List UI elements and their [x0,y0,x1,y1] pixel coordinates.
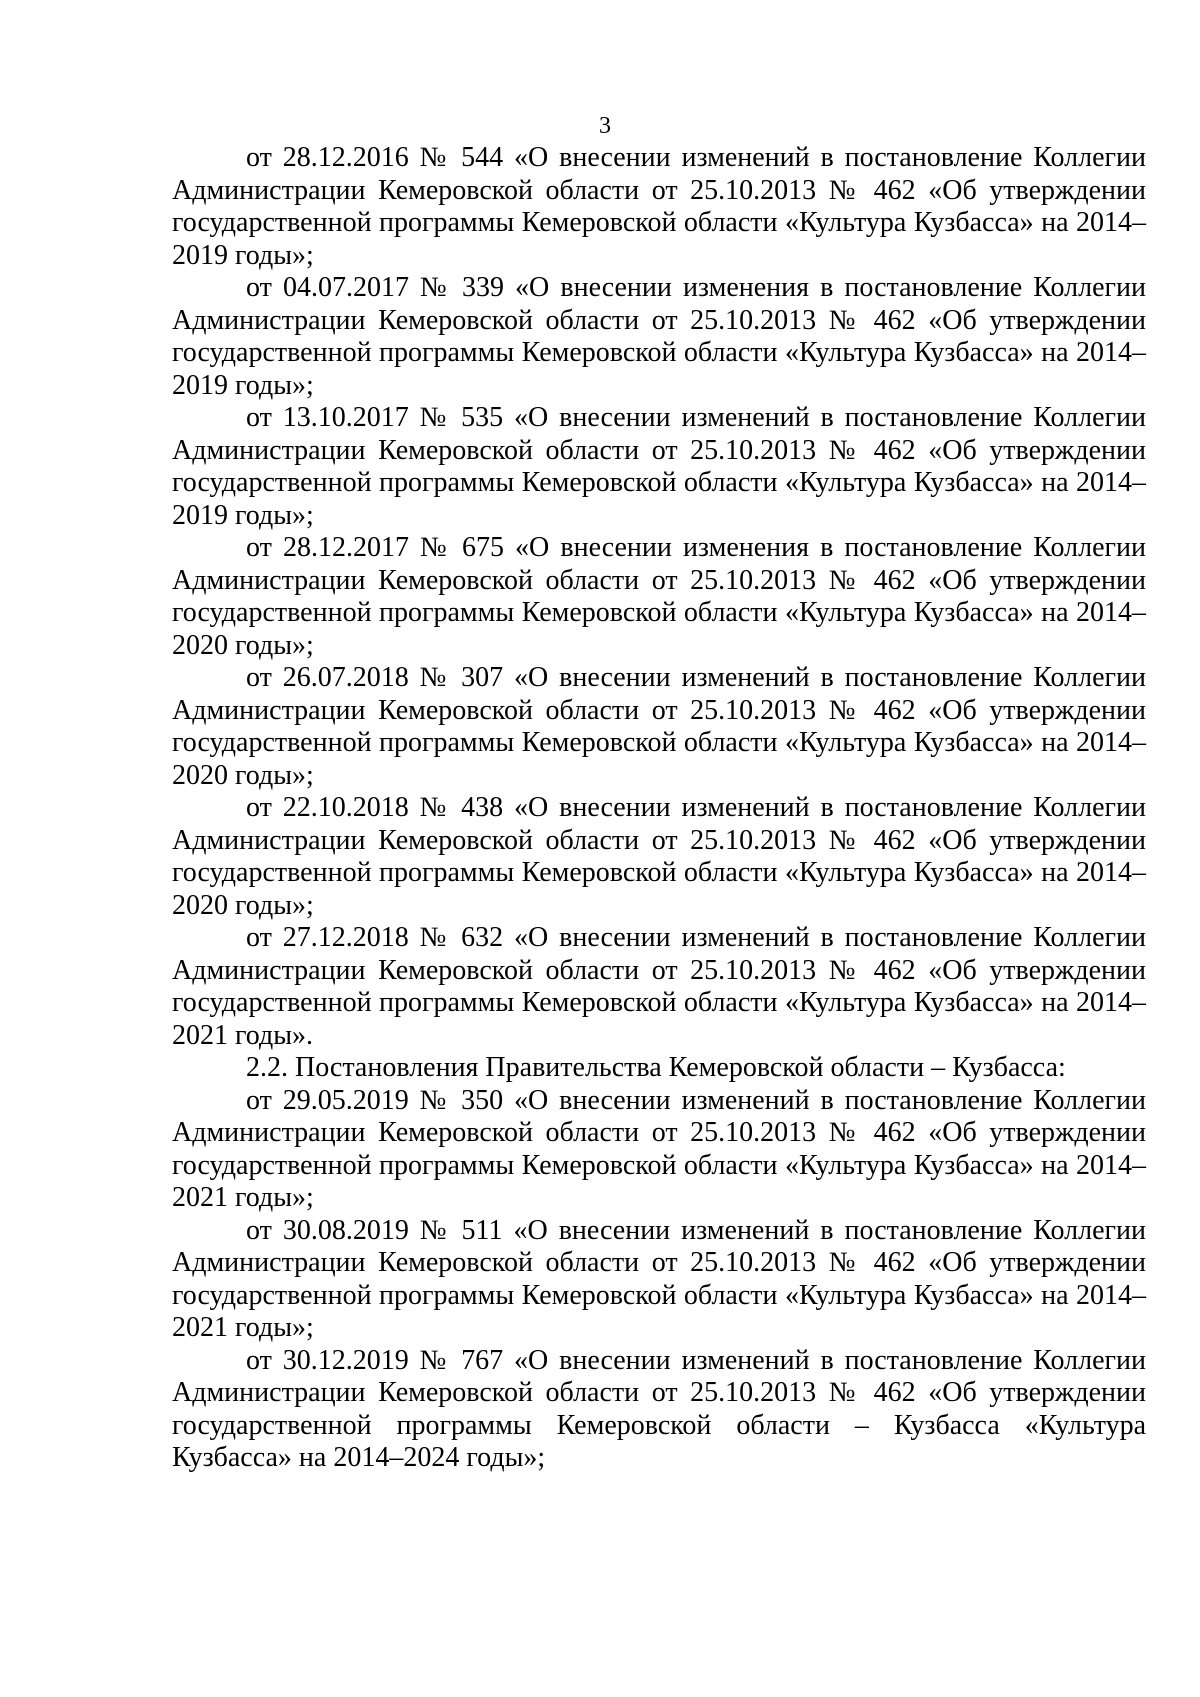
paragraph-amendment-2018-438: от 22.10.2018 № 438 «О внесении изменений в постановление Коллегии Администрации Кемеровской области от 25.10.2013 № 462 «Об утверждении государственной программы Кемеровской области «Культура Кузбасса» на 2014–2020 годы»; [172,792,1146,921]
paragraph-amendment-2017-339: от 04.07.2017 № 339 «О внесении изменения в постановление Коллегии Администрации Кемеровской области от 25.10.2013 № 462 «Об утверждении государственной программы Кемеровской области «Культура Кузбасса» на 2014–2019 годы»; [172,272,1146,401]
paragraph-amendment-2019-511: от 30.08.2019 № 511 «О внесении изменений в постановление Коллегии Администрации Кемеровской области от 25.10.2013 № 462 «Об утверждении государственной программы Кемеровской области «Культура Кузбасса» на 2014–2021 годы»; [172,1214,1146,1343]
paragraph-amendment-2019-350: от 29.05.2019 № 350 «О внесении изменений в постановление Коллегии Администрации Кемеровской области от 25.10.2013 № 462 «Об утверждении государственной программы Кемеровской области «Культура Кузбасса» на 2014–2021 годы»; [172,1084,1146,1213]
document-body [172,142,1146,1475]
paragraph-amendment-2017-535: от 13.10.2017 № 535 «О внесении изменений в постановление Коллегии Администрации Кемеровской области от 25.10.2013 № 462 «Об утверждении государственной программы Кемеровской области «Культура Кузбасса» на 2014–2019 годы»; [172,402,1146,531]
paragraph-amendment-2017-675: от 28.12.2017 № 675 «О внесении изменения в постановление Коллегии Администрации Кемеровской области от 25.10.2013 № 462 «Об утверждении государственной программы Кемеровской области «Культура Кузбасса» на 2014–2020 годы»; [172,532,1146,661]
paragraph-amendment-2018-307: от 26.07.2018 № 307 «О внесении изменений в постановление Коллегии Администрации Кемеровской области от 25.10.2013 № 462 «Об утверждении государственной программы Кемеровской области «Культура Кузбасса» на 2014–2020 годы»; [172,662,1146,791]
paragraph-amendment-2016-544: от 28.12.2016 № 544 «О внесении изменений в постановление Коллегии Администрации Кемеровской области от 25.10.2013 № 462 «Об утверждении государственной программы Кемеровской области «Культура Кузбасса» на 2014–2019 годы»; [172,142,1146,271]
paragraph-amendment-2019-767: от 30.12.2019 № 767 «О внесении изменений в постановление Коллегии Администрации Кемеровской области от 25.10.2013 № 462 «Об утверждении государственной программы Кемеровской области – Кузбасса «Культура Кузбасса» на 2014–2024 годы»; [172,1344,1146,1473]
page-number: 3 [599,113,611,139]
paragraph-amendment-2018-632: от 27.12.2018 № 632 «О внесении изменений в постановление Коллегии Администрации Кемеровской области от 25.10.2013 № 462 «Об утверждении государственной программы Кемеровской области «Культура Кузбасса» на 2014–2021 годы». [172,922,1146,1051]
section-heading-2-2: 2.2. Постановления Правительства Кемеровской области – Кузбасса: [246,1052,1066,1083]
